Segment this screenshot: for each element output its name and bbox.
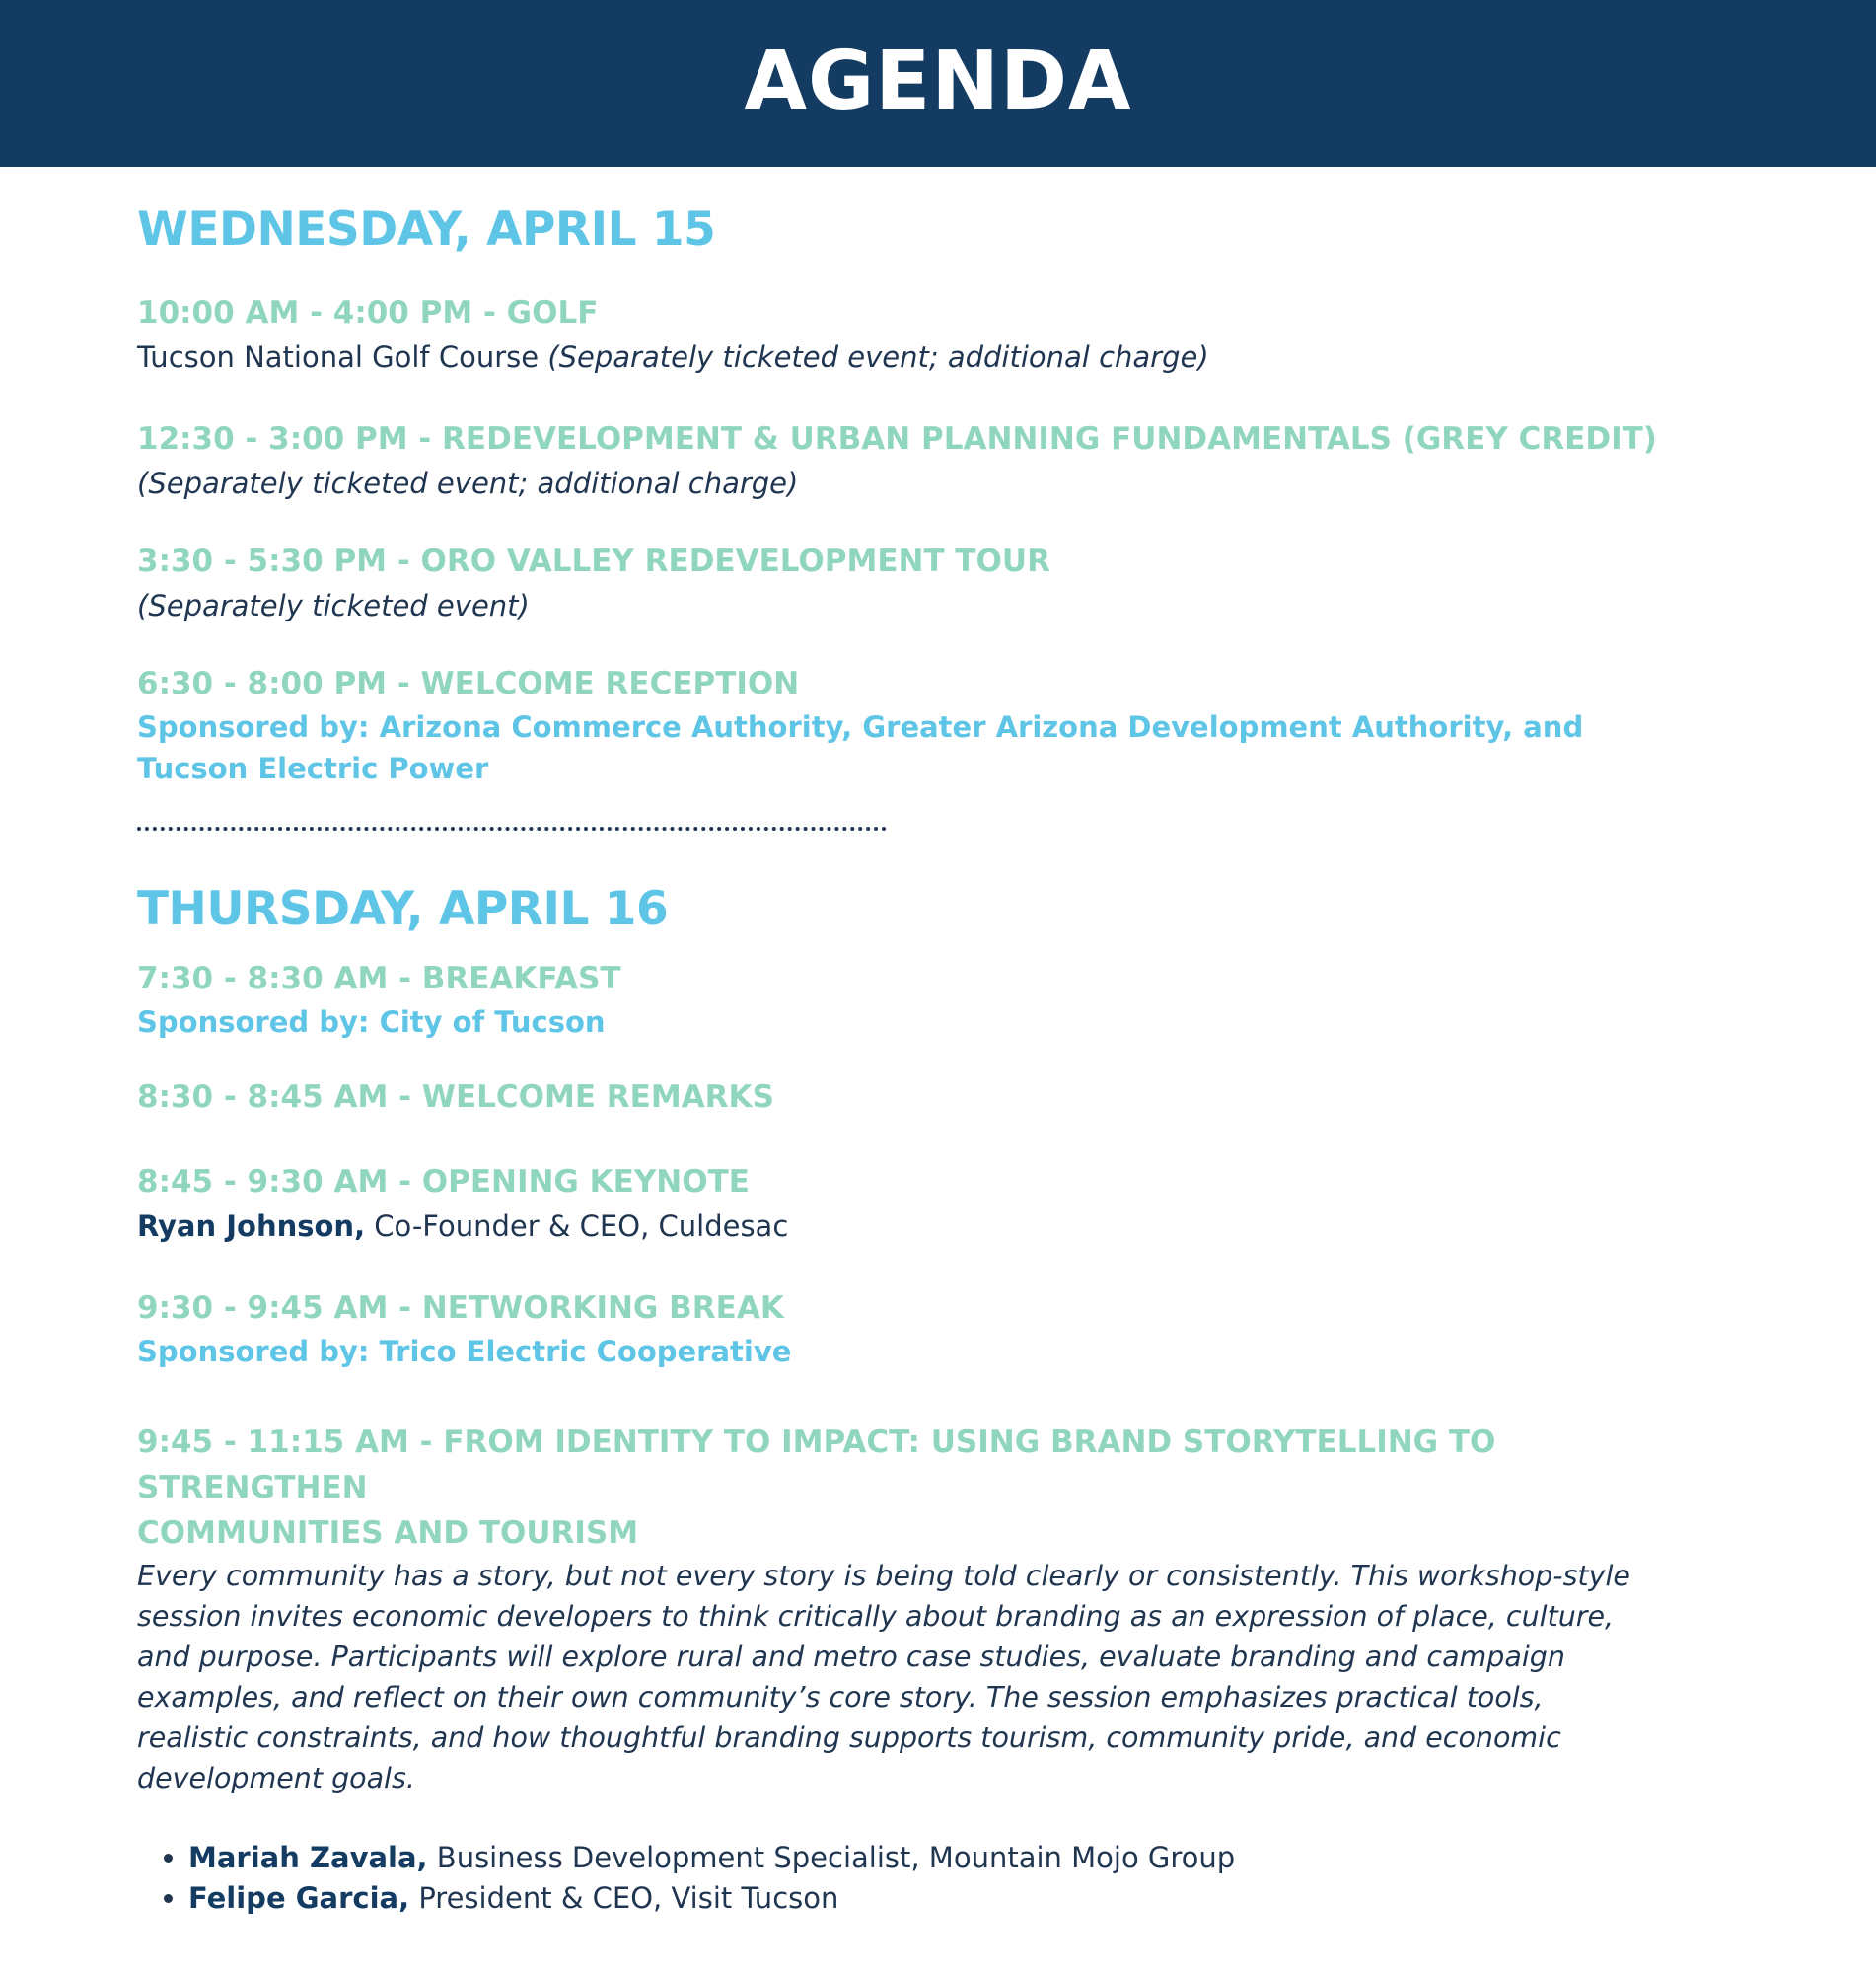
session-brand-storytelling	[137, 1420, 1735, 1919]
session-title: 3:30 - 5:30 PM - ORO VALLEY REDEVELOPMENT TOUR	[137, 544, 1050, 579]
session-oro-valley-tour	[137, 539, 1735, 627]
speaker-line	[137, 1205, 1735, 1248]
description-line: session invites economic developers to think critically about branding as an expression of place, culture,	[137, 1600, 1615, 1633]
session-title: 12:30 - 3:00 PM - REDEVELOPMENT & URBAN PLANNING FUNDAMENTALS (GREY CREDIT)	[137, 421, 1657, 457]
venue-text: Tucson National Golf Course	[137, 340, 548, 374]
session-breakfast	[137, 956, 1735, 1043]
description-line: and purpose. Participants will explore rural and metro case studies, evaluate branding and campaign	[137, 1641, 1565, 1673]
session-title: 9:30 - 9:45 AM - NETWORKING BREAK	[137, 1290, 784, 1326]
speaker-list	[137, 1838, 1735, 1919]
session-networking-break	[137, 1285, 1735, 1372]
sponsor-line: Sponsored by: Trico Electric Cooperative	[137, 1335, 792, 1368]
description-line: Every community has a story, but not every story is being told clearly or consistently. This workshop-style	[137, 1560, 1630, 1592]
sponsor-line: Sponsored by: Arizona Commerce Authority, Greater Arizona Development Authority, and	[137, 710, 1584, 744]
session-redevelopment-fundamentals	[137, 416, 1735, 505]
session-welcome-reception	[137, 661, 1735, 789]
session-title: COMMUNITIES AND TOURISM	[137, 1515, 639, 1551]
session-title: 7:30 - 8:30 AM - BREAKFAST	[137, 961, 621, 996]
ticket-note: (Separately ticketed event)	[137, 589, 530, 622]
sponsor-line: Sponsored by: City of Tucson	[137, 1005, 606, 1039]
session-detail	[137, 335, 1735, 379]
description-line: examples, and reflect on their own community’s core story. The session emphasizes practical tools,	[137, 1681, 1544, 1714]
dotted-divider	[137, 827, 887, 831]
day-heading-thursday: THURSDAY, APRIL 16	[137, 882, 669, 936]
description-line: development goals.	[137, 1762, 415, 1794]
speaker-name: Mariah Zavala,	[188, 1841, 428, 1874]
sponsor-line: Tucson Electric Power	[137, 752, 489, 785]
session-opening-keynote	[137, 1159, 1735, 1248]
speaker-list-item	[188, 1838, 1735, 1878]
agenda-content	[137, 202, 1735, 1919]
session-title: 9:45 - 11:15 AM - FROM IDENTITY TO IMPACT: USING BRAND STORYTELLING TO STRENGTHEN	[137, 1425, 1496, 1505]
speaker-role: President & CEO, Visit Tucson	[409, 1881, 839, 1915]
session-description	[137, 1556, 1735, 1798]
session-title: 6:30 - 8:00 PM - WELCOME RECEPTION	[137, 666, 800, 701]
session-title: 8:45 - 9:30 AM - OPENING KEYNOTE	[137, 1164, 750, 1200]
speaker-name: Felipe Garcia,	[188, 1881, 410, 1915]
day-heading-wednesday: WEDNESDAY, APRIL 15	[137, 202, 716, 256]
speaker-role: Co-Founder & CEO, Culdesac	[365, 1209, 789, 1243]
session-golf	[137, 290, 1735, 379]
speaker-list-item	[188, 1878, 1735, 1919]
header-banner	[0, 0, 1876, 167]
ticket-note: (Separately ticketed event; additional charge)	[137, 467, 799, 500]
session-title: 8:30 - 8:45 AM - WELCOME REMARKS	[137, 1079, 774, 1115]
speaker-role: Business Development Specialist, Mountain Mojo Group	[427, 1841, 1236, 1874]
description-line: realistic constraints, and how thoughtful branding supports tourism, community pride, and economic	[137, 1721, 1561, 1754]
speaker-name: Ryan Johnson,	[137, 1209, 366, 1243]
session-welcome-remarks	[137, 1074, 1735, 1120]
ticket-note: (Separately ticketed event; additional charge)	[547, 340, 1209, 374]
page-title: AGENDA	[744, 35, 1132, 128]
session-title: 10:00 AM - 4:00 PM - GOLF	[137, 295, 599, 330]
